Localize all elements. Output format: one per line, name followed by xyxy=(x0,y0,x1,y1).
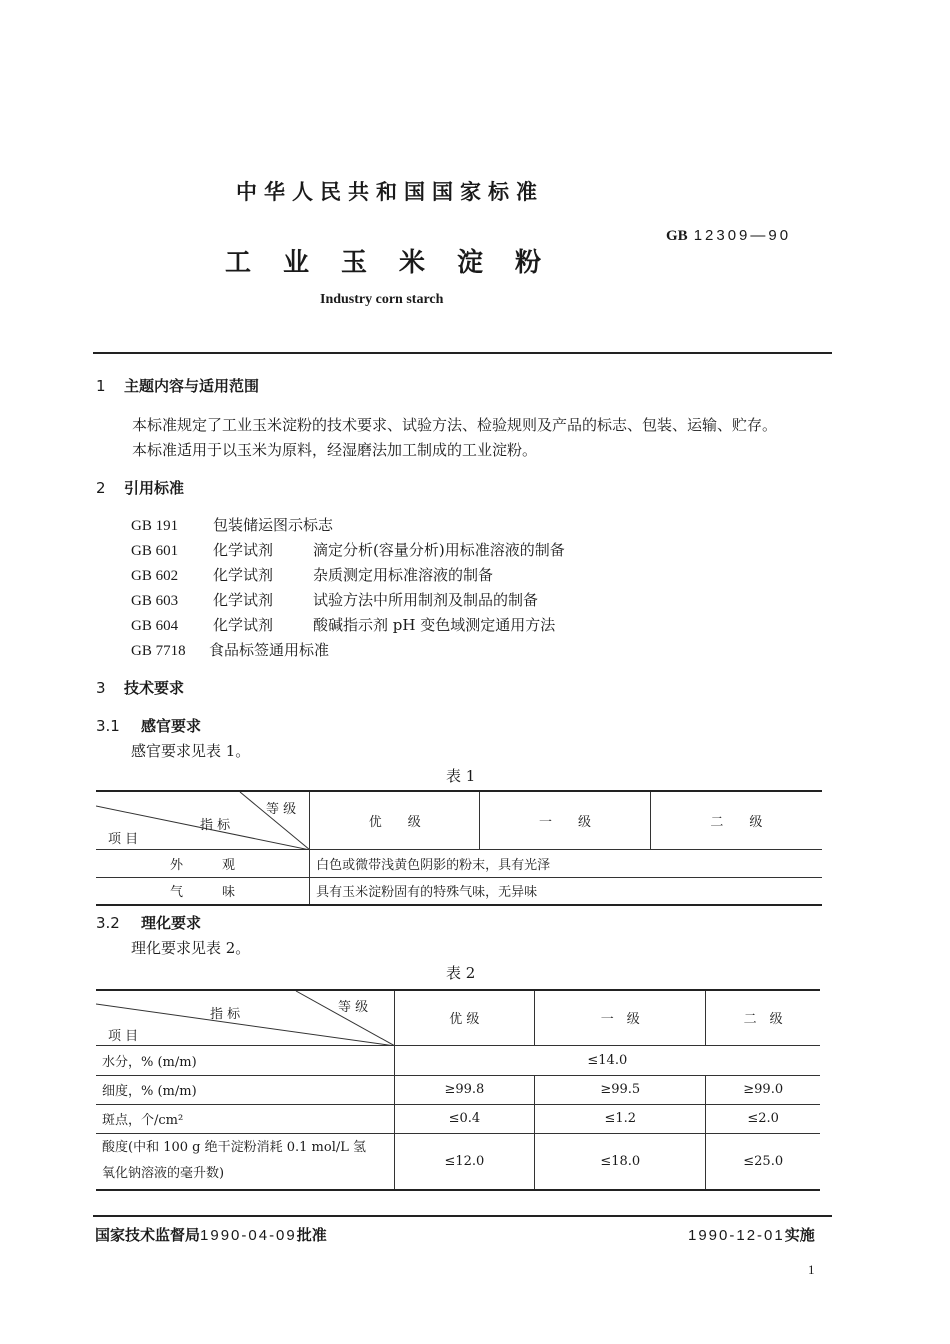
section-3-1-heading: 3.1 感官要求 xyxy=(96,717,202,735)
table-2-physicochemical xyxy=(96,989,820,1191)
approval-line: 国家技术监督局1990-04-09批准 xyxy=(95,1226,327,1244)
row-item: 细度，% (m/m) xyxy=(96,1075,394,1104)
row-value: 白色或微带浅黄色阴影的粉末，具有光泽 xyxy=(310,849,822,877)
corner-grade-label: 等 级 xyxy=(338,1000,369,1015)
grade-header: 优 级 xyxy=(310,791,480,849)
section-1-heading: 1 主题内容与适用范围 xyxy=(96,377,260,395)
document-code xyxy=(666,226,791,245)
row-value: ≤12.0 xyxy=(394,1133,534,1190)
corner-indicator-label: 指 标 xyxy=(200,818,231,833)
grade-header: 优 级 xyxy=(394,990,534,1045)
row-item: 酸度(中和 100 g 绝干淀粉消耗 0.1 mol/L 氢 氧化钠溶液的毫升数) xyxy=(96,1133,394,1190)
row-item: 气 味 xyxy=(96,877,310,905)
table-row xyxy=(96,1133,820,1190)
page-number: 1 xyxy=(808,1262,815,1277)
table-2-caption: 表 2 xyxy=(446,964,476,982)
effective-line: 1990-12-01实施 xyxy=(688,1226,815,1244)
row-value: ≤0.4 xyxy=(394,1104,534,1133)
table-1-corner-cell xyxy=(96,791,310,849)
code-number: 12309—90 xyxy=(693,227,792,244)
reference-item: GB 603 化学试剂 试验方法中所用制剂及制品的制备 xyxy=(131,591,539,609)
corner-grade-label: 等 级 xyxy=(266,802,297,817)
row-item: 水分，% (m/m) xyxy=(96,1045,394,1075)
reference-item: GB 191 包装储运图示标志 xyxy=(131,516,334,534)
table-1-sensory xyxy=(96,790,822,906)
row-value-merged: ≤14.0 xyxy=(394,1045,820,1075)
document-title-en: Industry corn starch xyxy=(320,292,444,307)
reference-item: GB 7718 食品标签通用标准 xyxy=(131,641,330,659)
table-row xyxy=(96,1075,820,1104)
row-value: ≥99.8 xyxy=(394,1075,534,1104)
table-2-corner-cell xyxy=(96,990,394,1045)
table-row xyxy=(96,849,822,877)
row-value: ≤18.0 xyxy=(535,1133,706,1190)
footer-divider xyxy=(93,1215,832,1217)
document-title: 工业玉米淀粉 xyxy=(225,248,574,278)
section-1-paragraph-2: 本标准适用于以玉米为原料，经湿磨法加工制成的工业淀粉。 xyxy=(132,441,538,459)
section-3-1-text: 感官要求见表 1。 xyxy=(131,742,251,760)
reference-item: GB 601 化学试剂 滴定分析(容量分析)用标准溶液的制备 xyxy=(131,541,565,559)
grade-header: 一 级 xyxy=(480,791,650,849)
row-value: ≤1.2 xyxy=(535,1104,706,1133)
grade-header: 一 级 xyxy=(535,990,706,1045)
table-row xyxy=(96,1045,820,1075)
table-row xyxy=(96,877,822,905)
row-item: 外 观 xyxy=(96,849,310,877)
row-value: ≥99.5 xyxy=(535,1075,706,1104)
header-divider xyxy=(93,352,832,354)
grade-header: 二 级 xyxy=(650,791,822,849)
section-3-2-heading: 3.2 理化要求 xyxy=(96,914,202,932)
row-value: 具有玉米淀粉固有的特殊气味，无异味 xyxy=(310,877,822,905)
section-3-2-text: 理化要求见表 2。 xyxy=(131,939,251,957)
standard-type: 中华人民共和国国家标准 xyxy=(236,180,544,204)
row-value: ≤25.0 xyxy=(706,1133,820,1190)
section-2-heading: 2 引用标准 xyxy=(96,479,185,497)
row-value: ≤2.0 xyxy=(706,1104,820,1133)
row-value: ≥99.0 xyxy=(706,1075,820,1104)
row-item: 斑点，个/cm² xyxy=(96,1104,394,1133)
reference-item: GB 602 化学试剂 杂质测定用标准溶液的制备 xyxy=(131,566,494,584)
table-1-caption: 表 1 xyxy=(446,767,476,785)
reference-item: GB 604 化学试剂 酸碱指示剂 pH 变色域测定通用方法 xyxy=(131,616,556,634)
corner-item-label: 项 目 xyxy=(108,1029,139,1044)
corner-item-label: 项 目 xyxy=(108,832,139,847)
corner-indicator-label: 指 标 xyxy=(210,1007,241,1022)
table-row xyxy=(96,1104,820,1133)
grade-header: 二 级 xyxy=(706,990,820,1045)
section-3-heading: 3 技术要求 xyxy=(96,679,185,697)
section-1-paragraph-1: 本标准规定了工业玉米淀粉的技术要求、试验方法、检验规则及产品的标志、包装、运输、贮存。 xyxy=(132,416,778,434)
code-prefix: GB xyxy=(666,228,688,244)
